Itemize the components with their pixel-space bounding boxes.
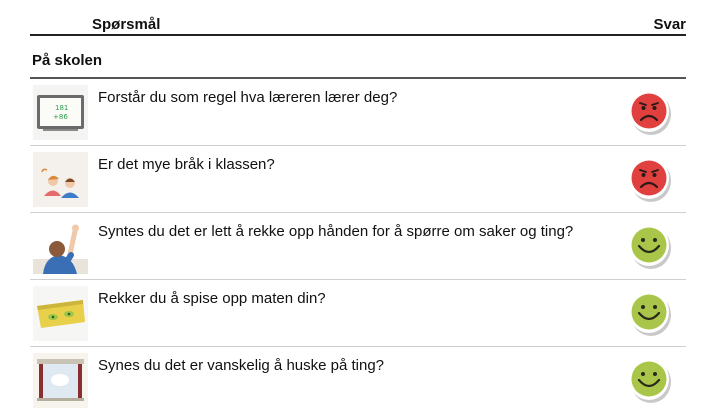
- lunchbox-icon: [33, 286, 88, 341]
- question-row: [30, 347, 686, 408]
- sad-face-icon: [626, 87, 672, 137]
- svg-text:+86: +86: [53, 113, 68, 121]
- happy-face-icon: [626, 288, 672, 338]
- happy-face-icon: [626, 355, 672, 405]
- question-text: Syntes du det er lett å rekke opp hånden for å spørre om saker og ting?: [98, 223, 574, 240]
- question-row: [30, 146, 686, 213]
- question-text: Rekker du å spise opp maten din?: [98, 290, 326, 307]
- question-text: Forstår du som regel hva læreren lærer deg?: [98, 89, 398, 106]
- window-icon: [33, 353, 88, 408]
- question-row: [30, 280, 686, 347]
- table-header: [30, 0, 686, 36]
- answer-column-header: Svar: [653, 16, 686, 33]
- raised-hand-icon: [33, 219, 88, 274]
- question-text: Er det mye bråk i klassen?: [98, 156, 275, 173]
- happy-face-icon: [626, 221, 672, 271]
- section-header: [30, 36, 686, 79]
- question-column-header: Spørsmål: [92, 16, 161, 33]
- svg-text:181: 181: [55, 104, 69, 112]
- sad-face-icon: [626, 154, 672, 204]
- section-title: På skolen: [32, 52, 103, 69]
- question-row: [30, 213, 686, 280]
- question-row: [30, 79, 686, 146]
- question-text: Synes du det er vanskelig å huske på ting?: [98, 357, 385, 374]
- children-talking-icon: [33, 152, 88, 207]
- whiteboard-icon: [33, 85, 88, 140]
